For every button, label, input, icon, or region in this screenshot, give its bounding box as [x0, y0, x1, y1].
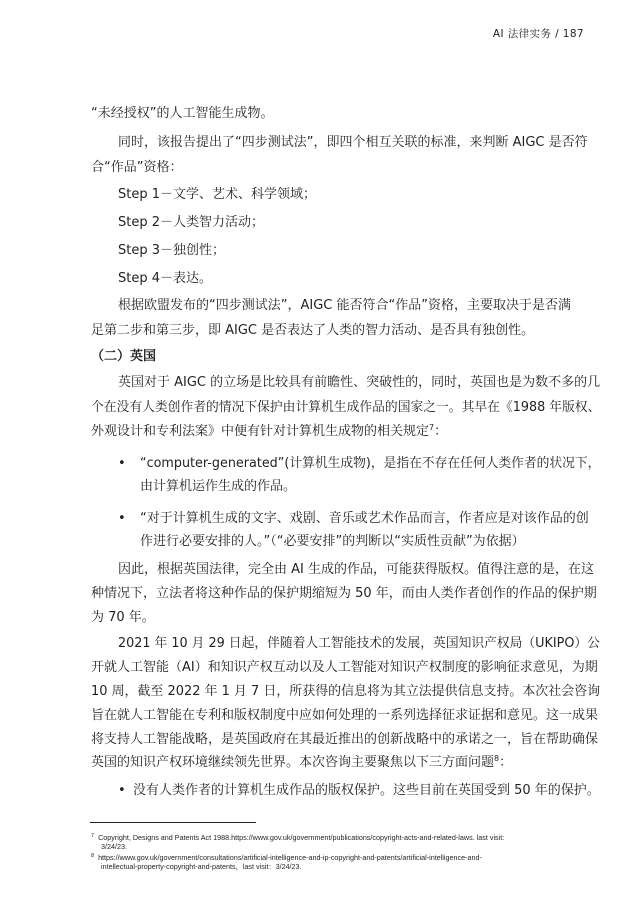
bullet-line: “computer-generated”(计算机生成物)，是指在不存在任何人类作者的状况下，: [140, 456, 601, 471]
footnote-mark: 7: [91, 833, 95, 839]
step-item: Step 2－人类智力活动；: [118, 215, 265, 230]
bullet-dot: •: [118, 511, 126, 526]
body-text: 英国的知识产权环境继续领先世界。本次咨询主要聚焦以下三方面问题: [91, 755, 495, 770]
step-item: Step 3－独创性；: [118, 243, 226, 258]
bullet-line: 没有人类作者的计算机生成作品的版权保护。这些目前在英国受到 50 年的保护。: [133, 783, 600, 798]
body-line: 种情况下，立法者将这种作品的保护期缩短为 50 年，而由人类作者创作的作品的保护期: [91, 586, 597, 601]
body-line: 同时，该报告提出了“四步测试法”，即四个相互关联的标准，来判断 AIGC 是否符: [118, 135, 588, 150]
body-line: [91, 424, 447, 440]
body-line: 为 70 年。: [91, 610, 155, 625]
bullet-dot: •: [118, 783, 126, 798]
body-line: 旨在就人工智能在专利和版权制度中应如何处理的一系列选择征求证据和意见。这一成果: [91, 708, 599, 723]
running-header: AI 法律实务 / 187: [492, 28, 584, 40]
footnote-7: [91, 833, 504, 843]
step-item: Step 1－文学、艺术、科学领域；: [118, 187, 317, 202]
body-line: 合“作品”资格：: [91, 160, 183, 175]
body-line: “未经授权”的人工智能生成物。: [91, 106, 274, 121]
body-line: 根据欧盟发布的“四步测试法”，AIGC 能否符合“作品”资格，主要取决于是否满: [118, 298, 571, 313]
body-line: 将支持人工智能战略，是英国政府在其最近推出的创新战略中的承诺之一，旨在帮助确保: [91, 732, 599, 747]
body-text: ：: [499, 755, 513, 770]
bullet-line: 作进行必要安排的人。”（“必要安排”的判断以“实质性贡献”为依据）: [140, 534, 525, 549]
body-line: [91, 755, 512, 771]
body-text: 外观设计和专利法案》中便有针对计算机生成物的相关规定: [91, 424, 430, 439]
footnote-7-cont: 3/24/23.: [101, 842, 127, 851]
body-line: 英国对于 AIGC 的立场是比较具有前瞻性、突破性的，同时，英国也是为数不多的几: [118, 375, 601, 390]
footnote-ref[interactable]: 7: [429, 423, 435, 432]
bullet-line: 由计算机运作生成的作品。: [140, 479, 297, 494]
footnote-ref[interactable]: 8: [494, 754, 500, 763]
body-line: 开就人工智能（AI）和知识产权互动以及人工智能对知识产权制度的影响征求意见，为期: [91, 660, 598, 675]
bullet-line: “对于计算机生成的文字、戏剧、音乐或艺术作品而言，作者应是对该作品的创: [140, 511, 589, 526]
bullet-dot: •: [118, 456, 126, 471]
step-item: Step 4－表达。: [118, 271, 213, 286]
footnote-mark: 8: [91, 853, 95, 859]
body-line: 2021 年 10 月 29 日起，伴随着人工智能技术的发展，英国知识产权局（UKIPO）公: [118, 636, 600, 651]
footnote-8-cont[interactable]: intellectual-property-copyright-and-patents，last visit：3/24/23.: [101, 862, 302, 871]
footnote-divider: [90, 822, 256, 823]
footnote-text[interactable]: https://www.gov.uk/government/consultations/artificial-intelligence-and-ip-copyright-and-patents/artificial-intelligence-and-: [98, 853, 482, 862]
body-line: 10 周，截至 2022 年 1 月 7 日，所获得的信息将为其立法提供信息支持。本次社会咨询: [91, 684, 601, 699]
body-text: ：: [434, 424, 448, 439]
body-line: 个在没有人类创作者的情况下保护由计算机生成作品的国家之一。其早在《1988 年版权、: [91, 400, 601, 415]
body-line: 足第二步和第三步，即 AIGC 是否表达了人类的智力活动、是否具有独创性。: [91, 323, 535, 338]
footnote-text[interactable]: Copyright, Designs and Patents Act 1988.https://www.gov.uk/government/publications/copyright-acts-and-related-laws. last visit:: [98, 833, 505, 842]
section-heading: （二）英国: [91, 349, 157, 364]
body-line: 因此，根据英国法律，完全由 AI 生成的作品，可能获得版权。值得注意的是，在这: [118, 562, 594, 577]
